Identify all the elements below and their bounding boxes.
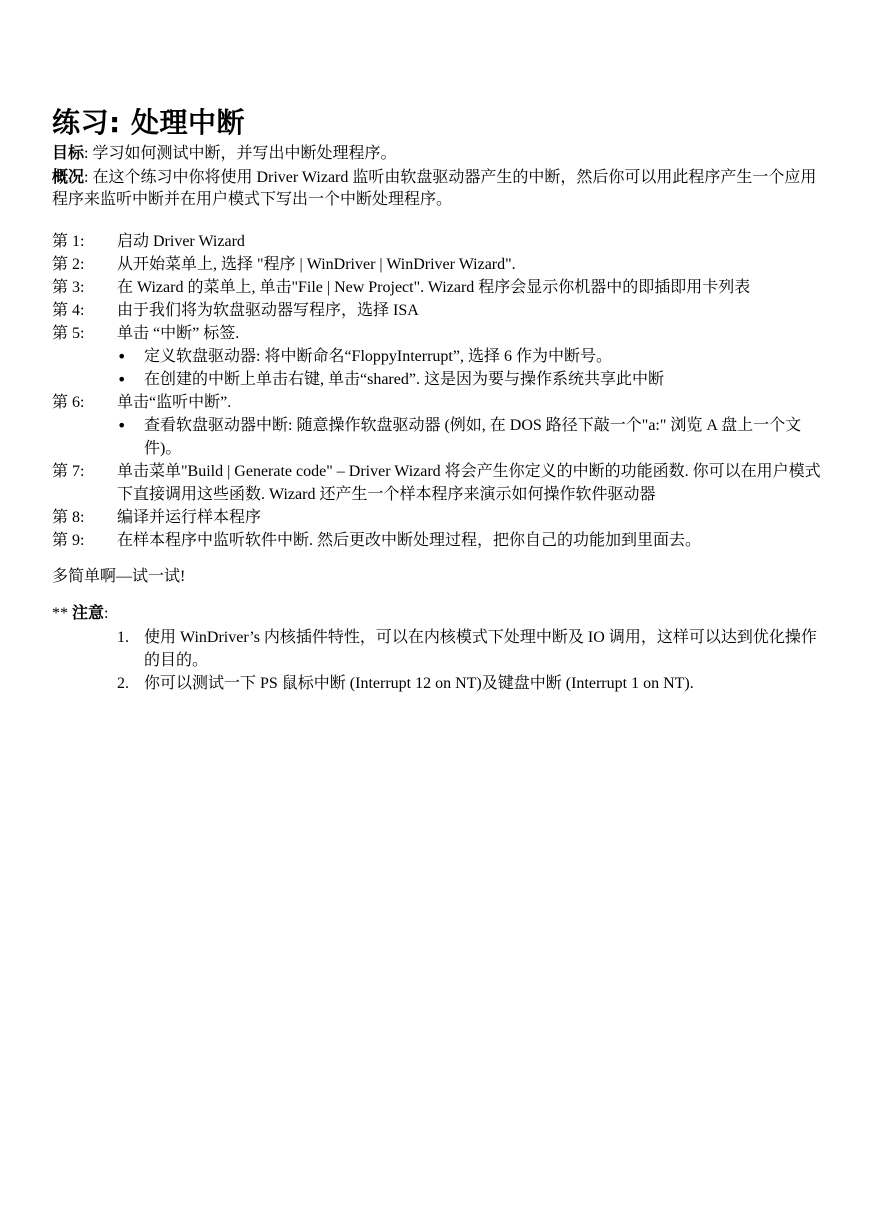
bullet-icon: • — [117, 346, 127, 366]
step-4 — [52, 299, 822, 322]
step-number: 第 6: — [52, 393, 85, 411]
step-text: 单击“监听中断”. — [117, 393, 232, 411]
spacer — [52, 212, 822, 230]
step-text: 在样本程序中监听软件中断. 然后更改中断处理过程，把你自己的功能加到里面去。 — [117, 531, 702, 549]
step-number: 第 9: — [52, 531, 85, 549]
step-8 — [52, 506, 822, 529]
step-number: 第 8: — [52, 508, 85, 526]
step-number: 第 4: — [52, 301, 85, 319]
step-text: 从开始菜单上, 选择 "程序 | WinDriver | WinDriver Wizard". — [117, 255, 516, 273]
goal-label: 目标 — [52, 143, 85, 162]
step-text: 单击 “中断” 标签. — [117, 324, 240, 342]
step-5-bullet-1 — [52, 345, 822, 368]
note-list — [52, 626, 822, 695]
goal-paragraph — [52, 142, 822, 166]
note-suffix: : — [104, 605, 109, 622]
step-3 — [52, 276, 822, 299]
step-text: 启动 Driver Wizard — [117, 232, 245, 250]
bullet-text: 查看软盘驱动器中断: 随意操作软盘驱动器 (例如, 在 DOS 路径下敲一个"a:" 浏览 A 盘上一个文件)。 — [144, 416, 802, 457]
step-number: 第 7: — [52, 462, 85, 480]
step-text: 在 Wizard 的菜单上, 单击"File | New Project". Wizard 程序会显示你机器中的即插即用卡列表 — [117, 278, 751, 296]
steps-list — [52, 230, 822, 552]
step-7 — [52, 460, 822, 506]
step-number: 第 5: — [52, 324, 85, 342]
note-prefix: ** — [52, 605, 72, 622]
step-text: 由于我们将为软盘驱动器写程序，选择 ISA — [117, 301, 419, 319]
note-label: 注意 — [72, 603, 105, 622]
bullet-icon: • — [117, 415, 127, 435]
note-number: 1. — [117, 628, 129, 646]
step-number: 第 1: — [52, 232, 85, 250]
note-item-2 — [52, 672, 822, 695]
step-9 — [52, 529, 822, 552]
document-page — [52, 104, 822, 695]
conclusion-text: 多简单啊—试一试! — [52, 567, 186, 585]
overview-paragraph — [52, 166, 822, 212]
goal-text: : 学习如何测试中断，并写出中断处理程序。 — [84, 145, 397, 162]
bullet-icon: • — [117, 369, 127, 389]
spacer — [52, 552, 822, 566]
step-number: 第 3: — [52, 278, 85, 296]
page-title: 练习: 处理中断 — [52, 106, 245, 139]
step-6 — [52, 391, 822, 414]
bullet-text: 定义软盘驱动器: 将中断命名“FloppyInterrupt”, 选择 6 作为中断号。 — [144, 347, 612, 365]
note-text: 使用 WinDriver’s 内核插件特性，可以在内核模式下处理中断及 IO 调用，这样可以达到优化操作的目的。 — [144, 628, 817, 669]
overview-label: 概况 — [52, 166, 85, 186]
step-5-bullet-2 — [52, 368, 822, 391]
step-text: 编译并运行样本程序 — [117, 508, 262, 526]
note-item-1 — [52, 626, 822, 672]
step-text: 单击菜单"Build | Generate code" – Driver Wizard 将会产生你定义的中断的功能函数. 你可以在用户模式下直接调用这些函数. Wizard 还产生一个样本程序来演示如何操作软件驱动器 — [117, 462, 821, 503]
step-1 — [52, 230, 822, 253]
overview-text: : 在这个练习中你将使用 Driver Wizard 监听由软盘驱动器产生的中断，然后你可以用此程序产生一个应用程序来监听中断并在用户模式下写出一个中断处理程序。 — [52, 168, 817, 208]
step-2 — [52, 253, 822, 276]
step-number: 第 2: — [52, 255, 85, 273]
step-6-bullet-1 — [52, 414, 822, 460]
note-text: 你可以测试一下 PS 鼠标中断 (Interrupt 12 on NT)及键盘中断 (Interrupt 1 on NT). — [144, 674, 694, 692]
bullet-text: 在创建的中断上单击右键, 单击“shared”. 这是因为要与操作系统共享此中断 — [144, 370, 664, 388]
note-number: 2. — [117, 674, 129, 692]
spacer — [52, 588, 822, 602]
step-5 — [52, 322, 822, 345]
note-heading — [52, 602, 822, 626]
